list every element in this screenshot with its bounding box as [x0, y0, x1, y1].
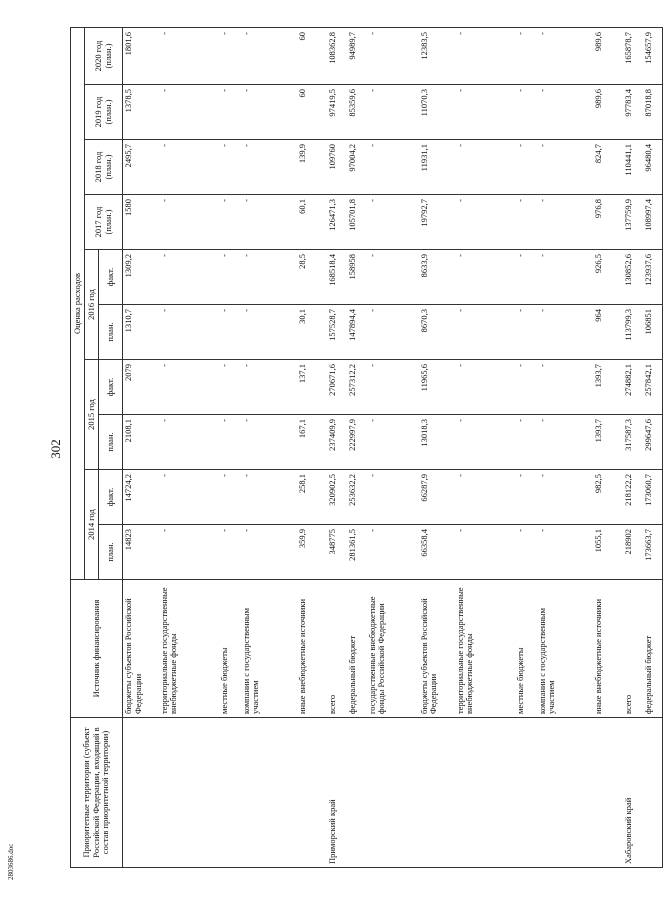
- value-cell: 168518,4: [327, 250, 347, 305]
- header-fact: факт.: [99, 470, 123, 525]
- value-cell: -: [367, 525, 419, 580]
- value-cell: 97419,5: [327, 85, 347, 140]
- table-row: [241, 27, 297, 867]
- value-cell: 60: [297, 85, 327, 140]
- value-cell: 964: [593, 305, 623, 360]
- value-cell: 66287,9: [419, 470, 455, 525]
- value-cell: 113799,3: [623, 305, 643, 360]
- value-cell: -: [515, 525, 537, 580]
- value-cell: 12383,5: [419, 27, 455, 84]
- value-cell: -: [515, 305, 537, 360]
- territory-cell: [455, 718, 515, 868]
- value-cell: -: [455, 195, 515, 250]
- value-cell: -: [515, 415, 537, 470]
- value-cell: 106851: [643, 305, 663, 360]
- value-cell: 320902,5: [327, 470, 347, 525]
- table-row: [219, 27, 241, 867]
- source-cell: федеральный бюджет: [643, 580, 663, 718]
- value-cell: 2495,7: [123, 140, 159, 195]
- value-cell: 137,1: [297, 360, 327, 415]
- value-cell: 257312,2: [347, 360, 367, 415]
- value-cell: -: [219, 140, 241, 195]
- source-cell: местные бюджеты: [219, 580, 241, 718]
- value-cell: 87018,8: [643, 85, 663, 140]
- source-cell: иные внебюджетные источники: [593, 580, 623, 718]
- header-fact: факт.: [99, 250, 123, 305]
- source-cell: всего: [623, 580, 643, 718]
- value-cell: 299647,6: [643, 415, 663, 470]
- territory-cell: [537, 718, 593, 868]
- value-cell: 218902: [623, 525, 643, 580]
- value-cell: -: [159, 305, 219, 360]
- value-cell: -: [455, 27, 515, 84]
- source-cell: всего: [327, 580, 347, 718]
- value-cell: 30,1: [297, 305, 327, 360]
- value-cell: 2108,1: [123, 415, 159, 470]
- header-estimate: Оценка расходов: [71, 27, 85, 579]
- value-cell: -: [219, 525, 241, 580]
- value-cell: -: [367, 305, 419, 360]
- value-cell: 11931,1: [419, 140, 455, 195]
- value-cell: -: [241, 415, 297, 470]
- value-cell: 126471,3: [327, 195, 347, 250]
- value-cell: 158958: [347, 250, 367, 305]
- value-cell: -: [515, 140, 537, 195]
- rotated-page-content: [70, 28, 653, 868]
- value-cell: 97783,4: [623, 85, 643, 140]
- value-cell: 96480,4: [643, 140, 663, 195]
- value-cell: 253632,2: [347, 470, 367, 525]
- territory-cell: [515, 718, 537, 868]
- territory-cell: [367, 718, 419, 868]
- value-cell: 1309,2: [123, 250, 159, 305]
- value-cell: 60,1: [297, 195, 327, 250]
- value-cell: 1055,1: [593, 525, 623, 580]
- value-cell: -: [241, 140, 297, 195]
- value-cell: 281361,5: [347, 525, 367, 580]
- table-row: [593, 27, 623, 867]
- value-cell: 258,1: [297, 470, 327, 525]
- value-cell: 173060,7: [643, 470, 663, 525]
- value-cell: -: [219, 305, 241, 360]
- territory-cell: [643, 718, 663, 868]
- value-cell: -: [219, 360, 241, 415]
- value-cell: -: [367, 470, 419, 525]
- table-row: [537, 27, 593, 867]
- value-cell: -: [159, 85, 219, 140]
- value-cell: 154657,9: [643, 27, 663, 84]
- territory-cell: [347, 718, 367, 868]
- header-2014: 2014 год: [85, 470, 99, 580]
- value-cell: 1393,7: [593, 360, 623, 415]
- value-cell: 85359,6: [347, 85, 367, 140]
- value-cell: 989,6: [593, 85, 623, 140]
- territory-cell: [123, 718, 159, 868]
- value-cell: -: [367, 250, 419, 305]
- value-cell: 165878,7: [623, 27, 643, 84]
- header-fact: факт.: [99, 360, 123, 415]
- territory-cell: Приморский край: [327, 718, 347, 868]
- value-cell: 108362,8: [327, 27, 347, 84]
- value-cell: -: [159, 195, 219, 250]
- table-row: [327, 27, 347, 867]
- value-cell: 982,5: [593, 470, 623, 525]
- value-cell: 147894,4: [347, 305, 367, 360]
- value-cell: -: [537, 360, 593, 415]
- territory-cell: [297, 718, 327, 868]
- header-plan: план.: [99, 305, 123, 360]
- value-cell: -: [515, 195, 537, 250]
- value-cell: -: [515, 85, 537, 140]
- value-cell: -: [515, 360, 537, 415]
- value-cell: 2079: [123, 360, 159, 415]
- value-cell: 348775: [327, 525, 347, 580]
- value-cell: -: [455, 470, 515, 525]
- value-cell: 108997,4: [643, 195, 663, 250]
- value-cell: 28,5: [297, 250, 327, 305]
- table-row: [297, 27, 327, 867]
- header-plan: план.: [99, 415, 123, 470]
- value-cell: -: [219, 195, 241, 250]
- value-cell: 110441,1: [623, 140, 643, 195]
- value-cell: -: [515, 27, 537, 84]
- value-cell: -: [537, 470, 593, 525]
- value-cell: 218122,2: [623, 470, 643, 525]
- value-cell: 1393,7: [593, 415, 623, 470]
- value-cell: -: [367, 195, 419, 250]
- value-cell: -: [455, 250, 515, 305]
- value-cell: -: [159, 250, 219, 305]
- territory-cell: [593, 718, 623, 868]
- value-cell: -: [515, 250, 537, 305]
- value-cell: -: [537, 140, 593, 195]
- value-cell: 109760: [327, 140, 347, 195]
- page-number: 302: [48, 439, 63, 459]
- source-cell: компании с государственным участием: [537, 580, 593, 718]
- value-cell: -: [537, 85, 593, 140]
- value-cell: -: [455, 140, 515, 195]
- value-cell: -: [241, 360, 297, 415]
- value-cell: 11965,6: [419, 360, 455, 415]
- value-cell: -: [241, 305, 297, 360]
- value-cell: -: [219, 415, 241, 470]
- value-cell: 14823: [123, 525, 159, 580]
- source-cell: компании с государственным участием: [241, 580, 297, 718]
- source-cell: территориальные государственные внебюджетные фонды: [455, 580, 515, 718]
- value-cell: -: [159, 525, 219, 580]
- value-cell: 8633,9: [419, 250, 455, 305]
- source-cell: местные бюджеты: [515, 580, 537, 718]
- value-cell: -: [159, 27, 219, 84]
- value-cell: 105701,8: [347, 195, 367, 250]
- value-cell: -: [455, 360, 515, 415]
- source-cell: государственные внебюджетные фонды Российской Федерации: [367, 580, 419, 718]
- value-cell: 824,7: [593, 140, 623, 195]
- table-row: [419, 27, 455, 867]
- value-cell: 167,1: [297, 415, 327, 470]
- territory-cell: [159, 718, 219, 868]
- value-cell: 11070,3: [419, 85, 455, 140]
- value-cell: 157528,7: [327, 305, 347, 360]
- value-cell: -: [367, 140, 419, 195]
- value-cell: 237409,9: [327, 415, 347, 470]
- table-row: [643, 27, 663, 867]
- value-cell: -: [455, 305, 515, 360]
- value-cell: -: [367, 85, 419, 140]
- value-cell: 94989,7: [347, 27, 367, 84]
- header-source: Источник финансирования: [71, 580, 123, 718]
- value-cell: 139,9: [297, 140, 327, 195]
- value-cell: -: [219, 85, 241, 140]
- value-cell: 60: [297, 27, 327, 84]
- territory-cell: [219, 718, 241, 868]
- document-code: 2803686.doc: [7, 843, 15, 880]
- value-cell: -: [537, 250, 593, 305]
- header-2018: 2018 год (план.): [85, 140, 123, 195]
- value-cell: 926,5: [593, 250, 623, 305]
- value-cell: -: [241, 195, 297, 250]
- header-territory: Приоритетные территории (субъект Российской Федерации, входящий в состав приоритетной территории): [71, 718, 123, 868]
- value-cell: 97004,2: [347, 140, 367, 195]
- value-cell: -: [455, 415, 515, 470]
- header-2017: 2017 год (план.): [85, 195, 123, 250]
- value-cell: 274882,1: [623, 360, 643, 415]
- table-row: [623, 27, 643, 867]
- value-cell: 14724,2: [123, 470, 159, 525]
- source-cell: федеральный бюджет: [347, 580, 367, 718]
- source-cell: иные внебюджетные источники: [297, 580, 327, 718]
- value-cell: 976,8: [593, 195, 623, 250]
- value-cell: 989,6: [593, 27, 623, 84]
- source-cell: территориальные государственные внебюджетные фонды: [159, 580, 219, 718]
- value-cell: -: [537, 305, 593, 360]
- value-cell: 137759,9: [623, 195, 643, 250]
- value-cell: -: [219, 470, 241, 525]
- table-row: [367, 27, 419, 867]
- value-cell: 19792,7: [419, 195, 455, 250]
- value-cell: -: [241, 525, 297, 580]
- value-cell: -: [219, 27, 241, 84]
- territory-cell: Хабаровский край: [623, 718, 643, 868]
- value-cell: -: [159, 415, 219, 470]
- value-cell: -: [241, 250, 297, 305]
- value-cell: -: [159, 360, 219, 415]
- value-cell: -: [455, 525, 515, 580]
- table-row: [123, 27, 159, 867]
- value-cell: -: [537, 27, 593, 84]
- value-cell: -: [367, 27, 419, 84]
- table-row: [455, 27, 515, 867]
- value-cell: 257842,1: [643, 360, 663, 415]
- value-cell: 1801,6: [123, 27, 159, 84]
- value-cell: 13018,3: [419, 415, 455, 470]
- header-plan: план.: [99, 525, 123, 580]
- value-cell: -: [515, 470, 537, 525]
- header-2016: 2016 год: [85, 250, 99, 360]
- table-row: [159, 27, 219, 867]
- value-cell: -: [241, 27, 297, 84]
- value-cell: 359,9: [297, 525, 327, 580]
- value-cell: 317587,3: [623, 415, 643, 470]
- value-cell: -: [219, 250, 241, 305]
- source-cell: бюджеты субъектов Российской Федерации: [419, 580, 455, 718]
- table-row: [347, 27, 367, 867]
- value-cell: -: [159, 140, 219, 195]
- value-cell: 8670,3: [419, 305, 455, 360]
- table-body: [123, 27, 663, 867]
- territory-cell: [419, 718, 455, 868]
- header-2019: 2019 год (план.): [85, 85, 123, 140]
- value-cell: 173663,7: [643, 525, 663, 580]
- value-cell: 222997,9: [347, 415, 367, 470]
- value-cell: 130852,6: [623, 250, 643, 305]
- value-cell: -: [367, 415, 419, 470]
- header-2020: 2020 год (план.): [85, 27, 123, 84]
- budget-table: [70, 27, 663, 868]
- value-cell: 123937,6: [643, 250, 663, 305]
- value-cell: 1310,7: [123, 305, 159, 360]
- value-cell: -: [241, 470, 297, 525]
- table-row: [515, 27, 537, 867]
- value-cell: -: [537, 195, 593, 250]
- value-cell: 1580: [123, 195, 159, 250]
- value-cell: -: [159, 470, 219, 525]
- value-cell: -: [537, 525, 593, 580]
- value-cell: 1378,5: [123, 85, 159, 140]
- value-cell: -: [455, 85, 515, 140]
- value-cell: -: [241, 85, 297, 140]
- source-cell: бюджеты субъектов Российской Федерации: [123, 580, 159, 718]
- value-cell: 270671,6: [327, 360, 347, 415]
- value-cell: 66358,4: [419, 525, 455, 580]
- value-cell: -: [537, 415, 593, 470]
- header-2015: 2015 год: [85, 360, 99, 470]
- territory-cell: [241, 718, 297, 868]
- value-cell: -: [367, 360, 419, 415]
